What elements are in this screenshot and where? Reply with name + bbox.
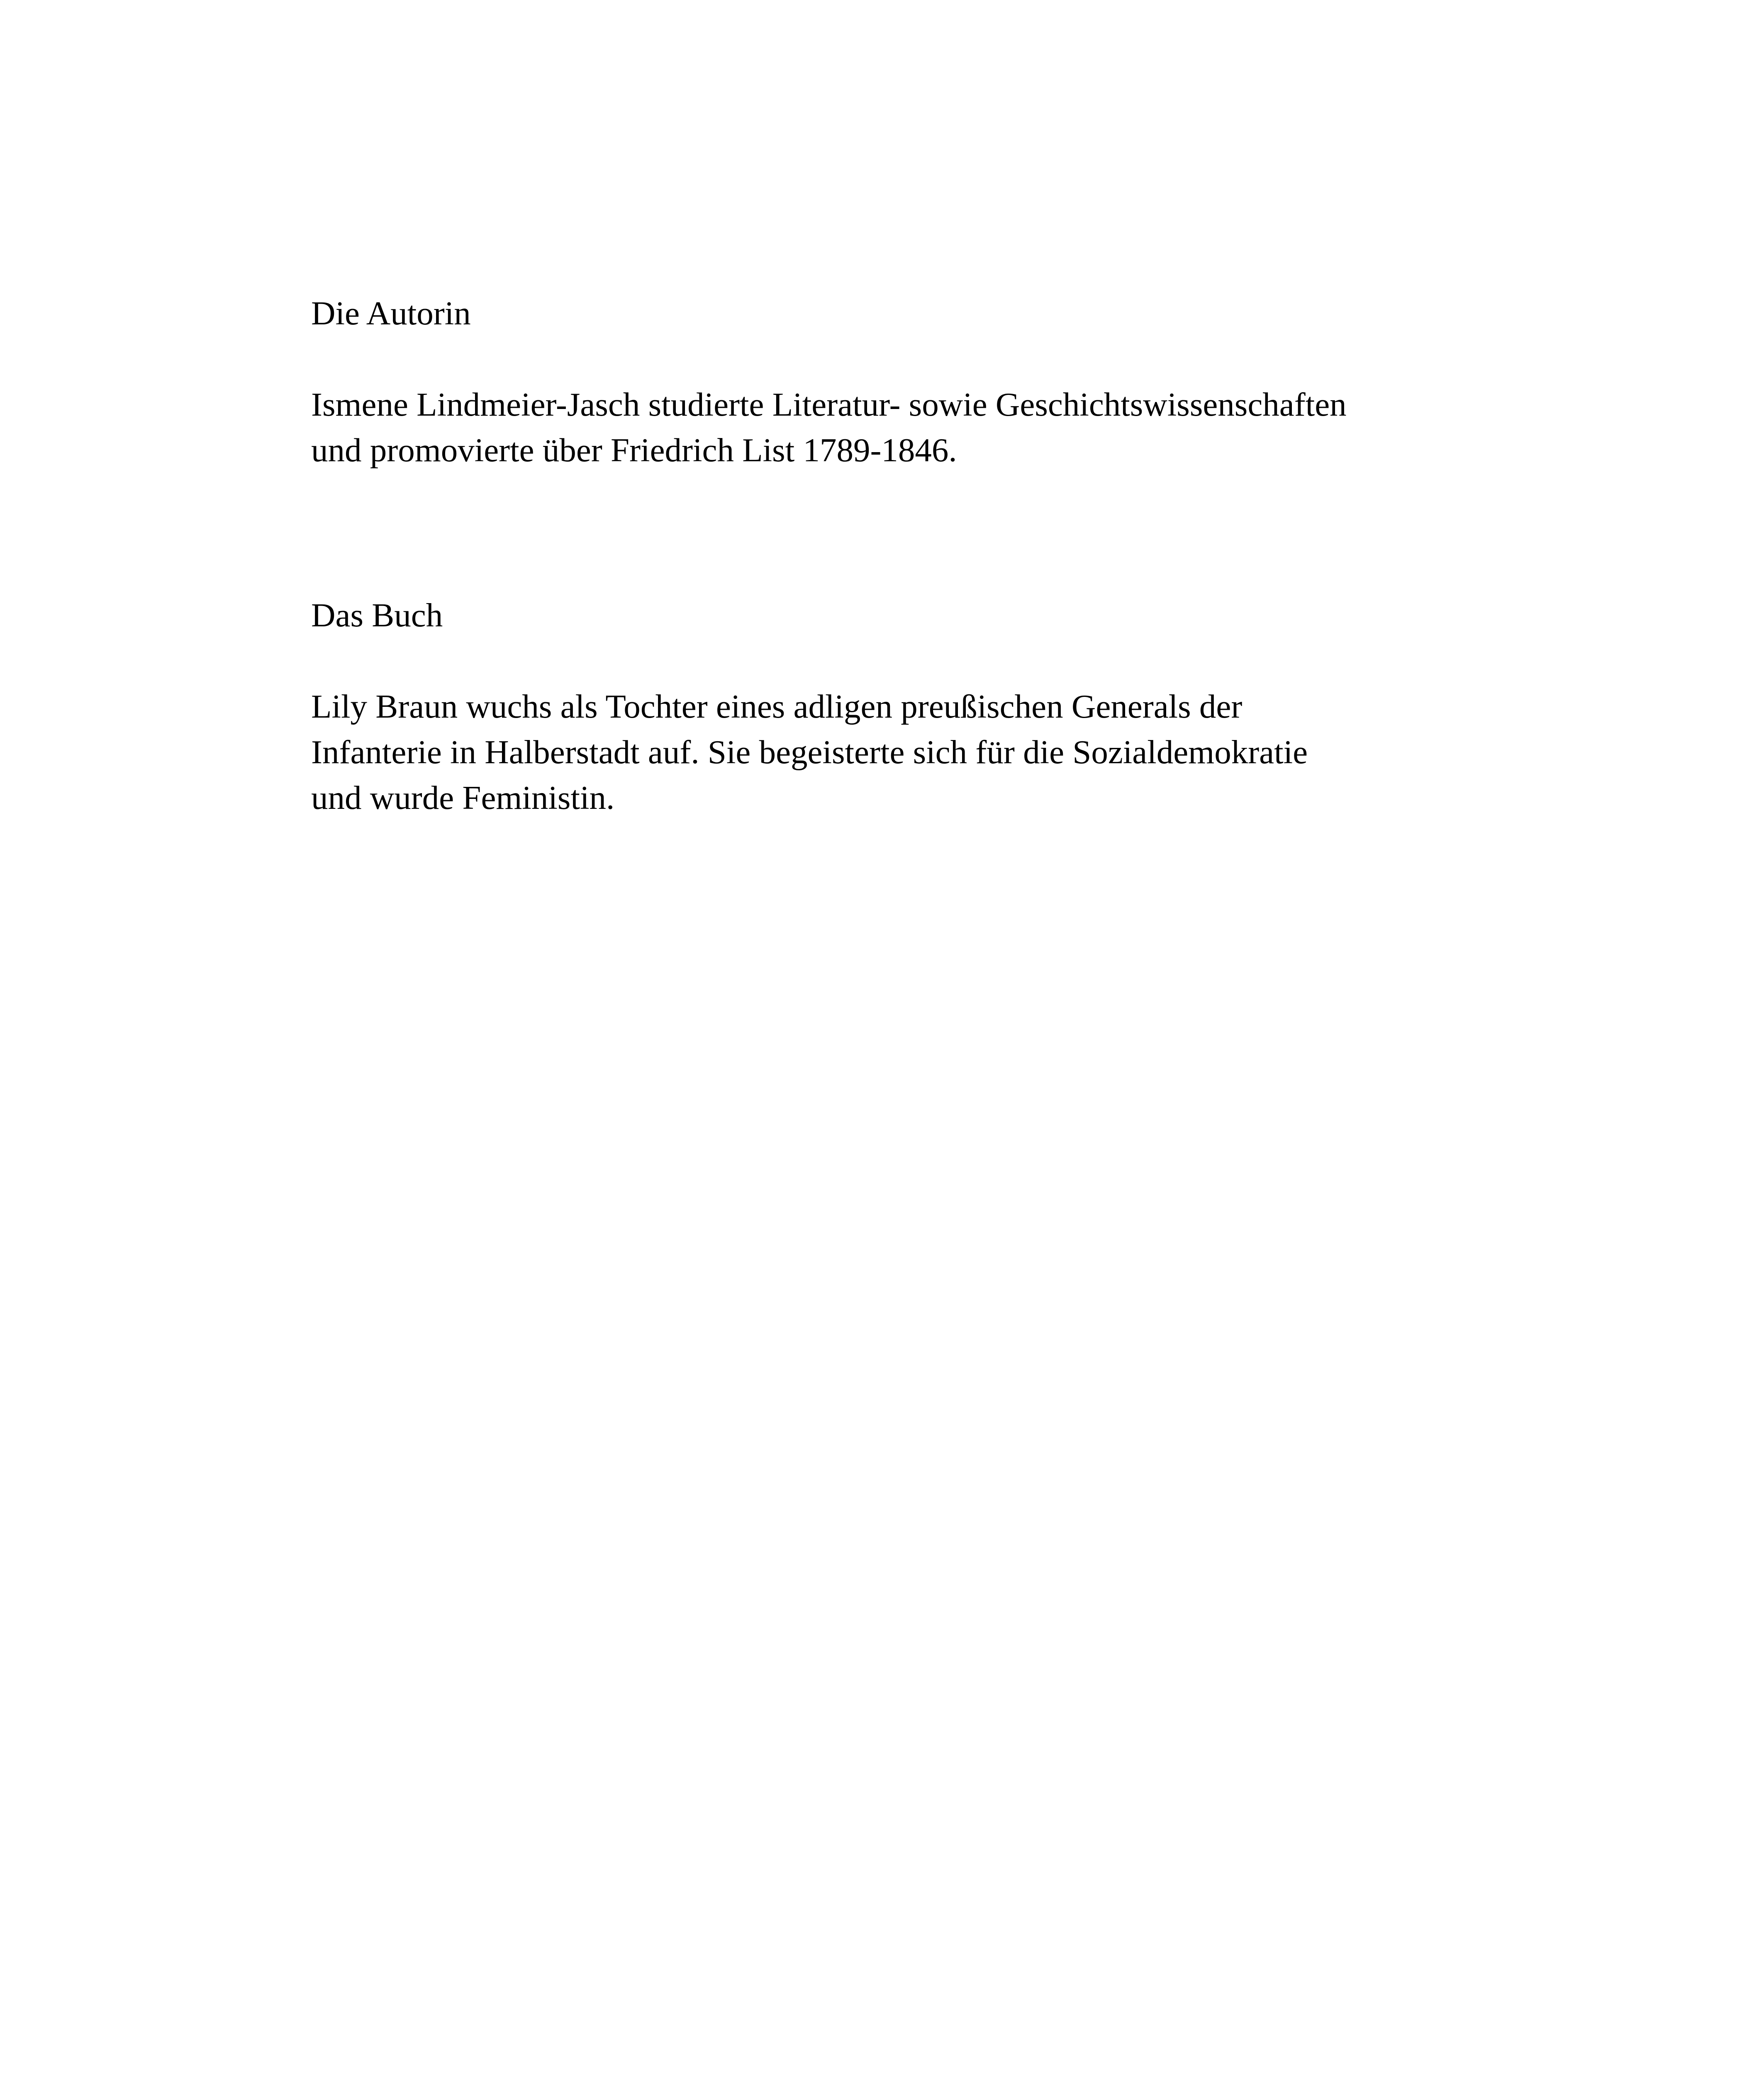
- author-heading: Die Autorin: [311, 295, 471, 332]
- book-paragraph: [311, 684, 1494, 820]
- book-line-3: und wurde Feministin.: [311, 779, 615, 816]
- book-line-1: Lily Braun wuchs als Tochter eines adligen preußischen Generals der: [311, 688, 1243, 725]
- spacer: [311, 473, 1494, 592]
- book-heading: Das Buch: [311, 596, 443, 634]
- author-line-2: und promovierte über Friedrich List 1789-1846.: [311, 431, 957, 469]
- spacer: [311, 638, 1494, 684]
- page-content: [311, 290, 1494, 820]
- spacer: [311, 336, 1494, 382]
- book-line-2: Infanterie in Halberstadt auf. Sie begeisterte sich für die Sozialdemokratie: [311, 733, 1308, 771]
- author-paragraph: [311, 382, 1494, 473]
- author-line-1: Ismene Lindmeier-Jasch studierte Literatur- sowie Geschichtswissenschaften: [311, 386, 1347, 423]
